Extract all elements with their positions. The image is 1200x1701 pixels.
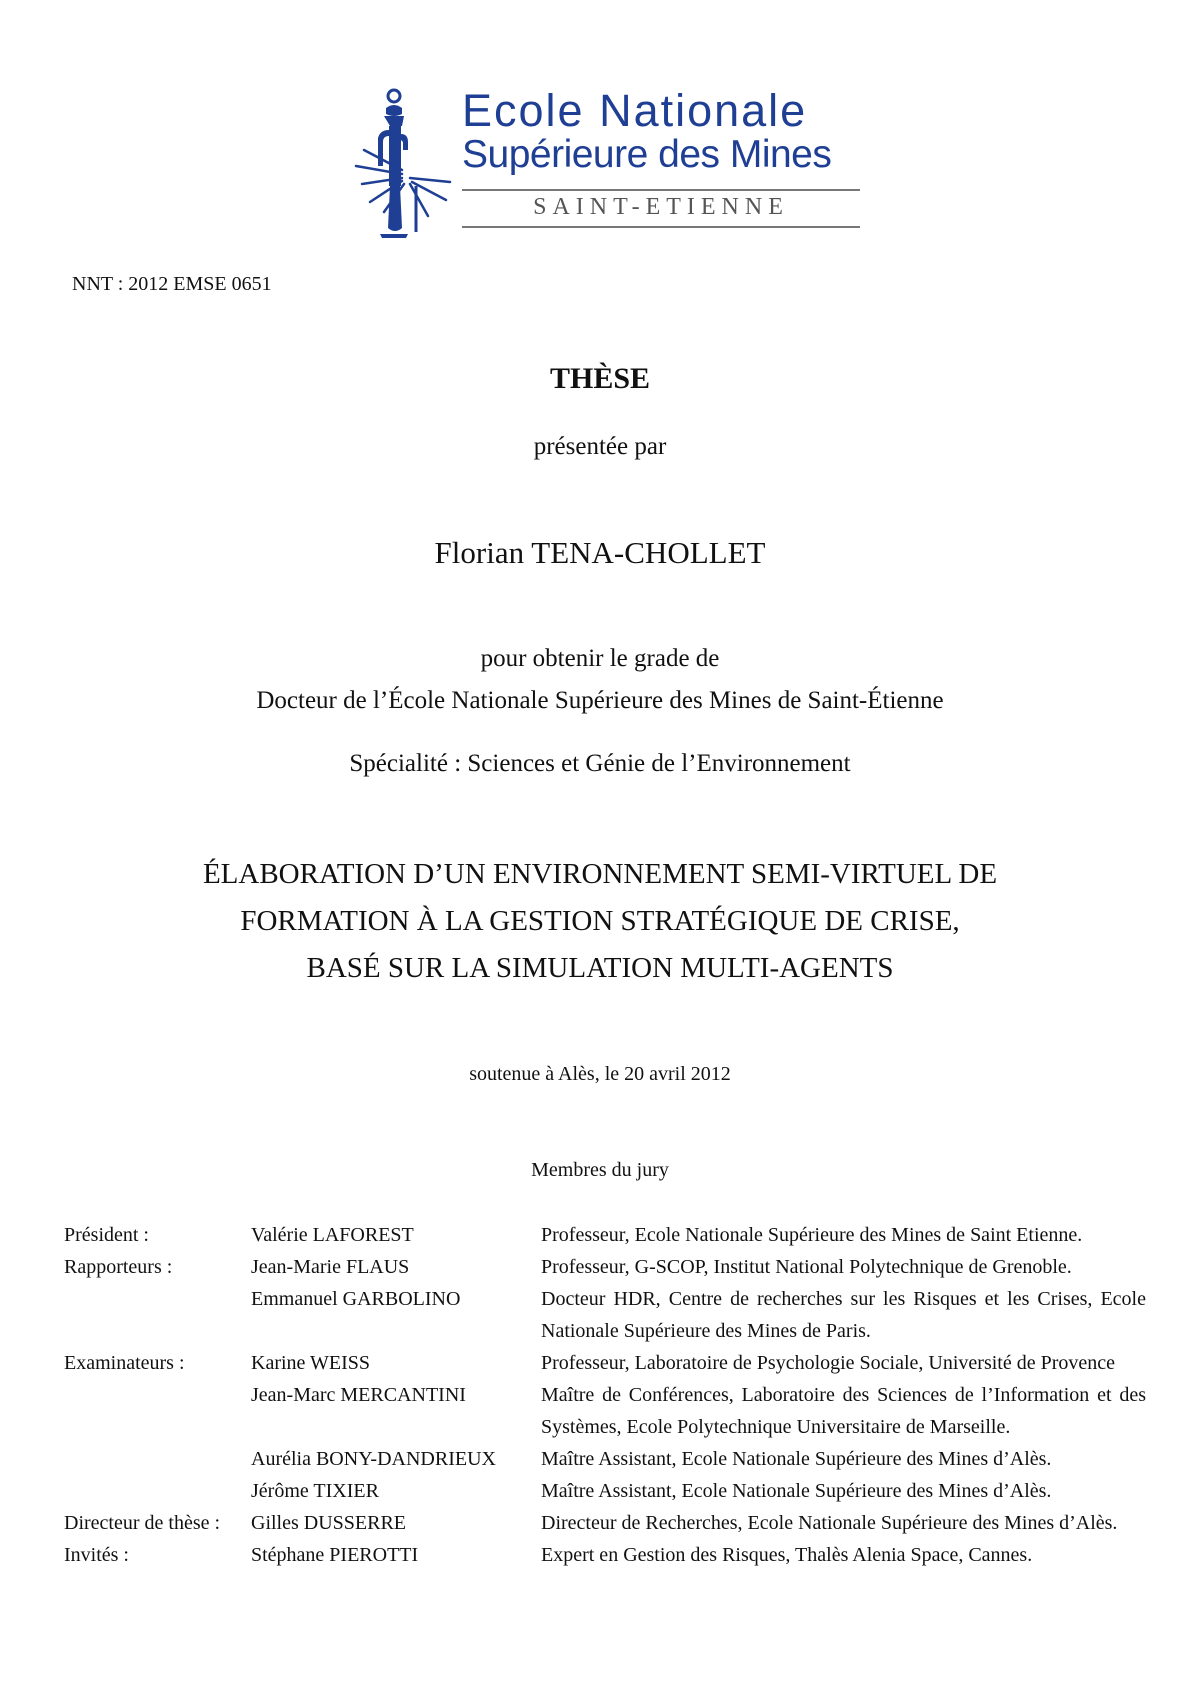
jury-role: Invités : bbox=[64, 1544, 129, 1566]
jury-member-affiliation: Maître de Conférences, Laboratoire des Sciences de l’Information et des Systèmes, Ecole Polytechnique Universitaire de Marseille. bbox=[541, 1384, 1146, 1438]
jury-member-name: Emmanuel GARBOLINO bbox=[251, 1288, 461, 1310]
jury-row bbox=[64, 1379, 1148, 1443]
author-name: Florian TENA-CHOLLET bbox=[434, 535, 766, 570]
jury-member-affiliation: Docteur HDR, Centre de recherches sur les Risques et les Crises, Ecole Nationale Supérieure des Mines de Paris. bbox=[541, 1288, 1146, 1342]
school-logo bbox=[350, 86, 860, 238]
jury-member-affiliation: Professeur, Laboratoire de Psychologie Sociale, Université de Provence bbox=[541, 1352, 1116, 1374]
jury-row bbox=[64, 1283, 1148, 1347]
thesis-title-line: BASÉ SUR LA SIMULATION MULTI-AGENTS bbox=[306, 952, 894, 984]
jury-table bbox=[64, 1219, 1148, 1571]
miner-emblem-icon bbox=[350, 86, 462, 238]
jury-row bbox=[64, 1219, 1148, 1251]
jury-role: Directeur de thèse : bbox=[64, 1512, 221, 1534]
jury-row bbox=[64, 1347, 1148, 1379]
jury-row bbox=[64, 1539, 1148, 1571]
jury-member-name: Stéphane PIEROTTI bbox=[251, 1544, 419, 1566]
degree-name: Docteur de l’École Nationale Supérieure des Mines de Saint-Étienne bbox=[256, 687, 944, 714]
thesis-title-line: FORMATION À LA GESTION STRATÉGIQUE DE CRISE, bbox=[240, 905, 960, 937]
thesis-title-line: ÉLABORATION D’UN ENVIRONNEMENT SEMI-VIRTUEL DE bbox=[202, 858, 998, 890]
jury-member-affiliation: Professeur, Ecole Nationale Supérieure des Mines de Saint Etienne. bbox=[541, 1224, 1083, 1246]
jury-member-affiliation: Directeur de Recherches, Ecole Nationale Supérieure des Mines d’Alès. bbox=[541, 1512, 1118, 1534]
jury-heading: Membres du jury bbox=[531, 1159, 669, 1181]
jury-row bbox=[64, 1507, 1148, 1539]
jury-role: Rapporteurs : bbox=[64, 1256, 173, 1278]
jury-role bbox=[64, 1283, 251, 1347]
specialty: Spécialité : Sciences et Génie de l’Environnement bbox=[349, 750, 851, 777]
jury-role: Président : bbox=[64, 1224, 149, 1246]
logo-city: SAINT-ETIENNE bbox=[533, 194, 789, 220]
thesis-title bbox=[0, 851, 1200, 992]
jury-member-name: Jérôme TIXIER bbox=[251, 1480, 379, 1502]
jury-member-name: Gilles DUSSERRE bbox=[251, 1512, 407, 1534]
logo-divider-bottom bbox=[462, 226, 860, 228]
nnt-number: NNT : 2012 EMSE 0651 bbox=[72, 273, 272, 295]
jury-member-name: Jean-Marie FLAUS bbox=[251, 1256, 410, 1278]
jury-row bbox=[64, 1251, 1148, 1283]
defense-date: soutenue à Alès, le 20 avril 2012 bbox=[469, 1063, 731, 1085]
jury-member-name: Valérie LAFOREST bbox=[251, 1224, 414, 1246]
jury-member-affiliation: Professeur, G-SCOP, Institut National Polytechnique de Grenoble. bbox=[541, 1256, 1072, 1278]
jury-role bbox=[64, 1379, 251, 1443]
jury-member-name: Jean-Marc MERCANTINI bbox=[251, 1384, 466, 1406]
jury-member-affiliation: Maître Assistant, Ecole Nationale Supérieure des Mines d’Alès. bbox=[541, 1480, 1052, 1502]
jury-row bbox=[64, 1443, 1148, 1475]
logo-title-line2: Supérieure des Mines bbox=[462, 133, 832, 176]
jury-member-name: Karine WEISS bbox=[251, 1352, 371, 1374]
jury-role: Examinateurs : bbox=[64, 1352, 185, 1374]
presented-by: présentée par bbox=[533, 433, 667, 460]
thesis-heading: THÈSE bbox=[549, 362, 651, 395]
logo-title-line1: Ecole Nationale bbox=[462, 85, 808, 136]
jury-row bbox=[64, 1475, 1148, 1507]
jury-member-affiliation: Expert en Gestion des Risques, Thalès Alenia Space, Cannes. bbox=[541, 1544, 1033, 1566]
degree-intro: pour obtenir le grade de bbox=[480, 645, 720, 672]
logo-divider-top bbox=[462, 189, 860, 191]
jury-member-name: Aurélia BONY-DANDRIEUX bbox=[251, 1448, 496, 1470]
jury-role bbox=[64, 1475, 251, 1507]
jury-member-affiliation: Maître Assistant, Ecole Nationale Supérieure des Mines d’Alès. bbox=[541, 1448, 1052, 1470]
jury-role bbox=[64, 1443, 251, 1475]
